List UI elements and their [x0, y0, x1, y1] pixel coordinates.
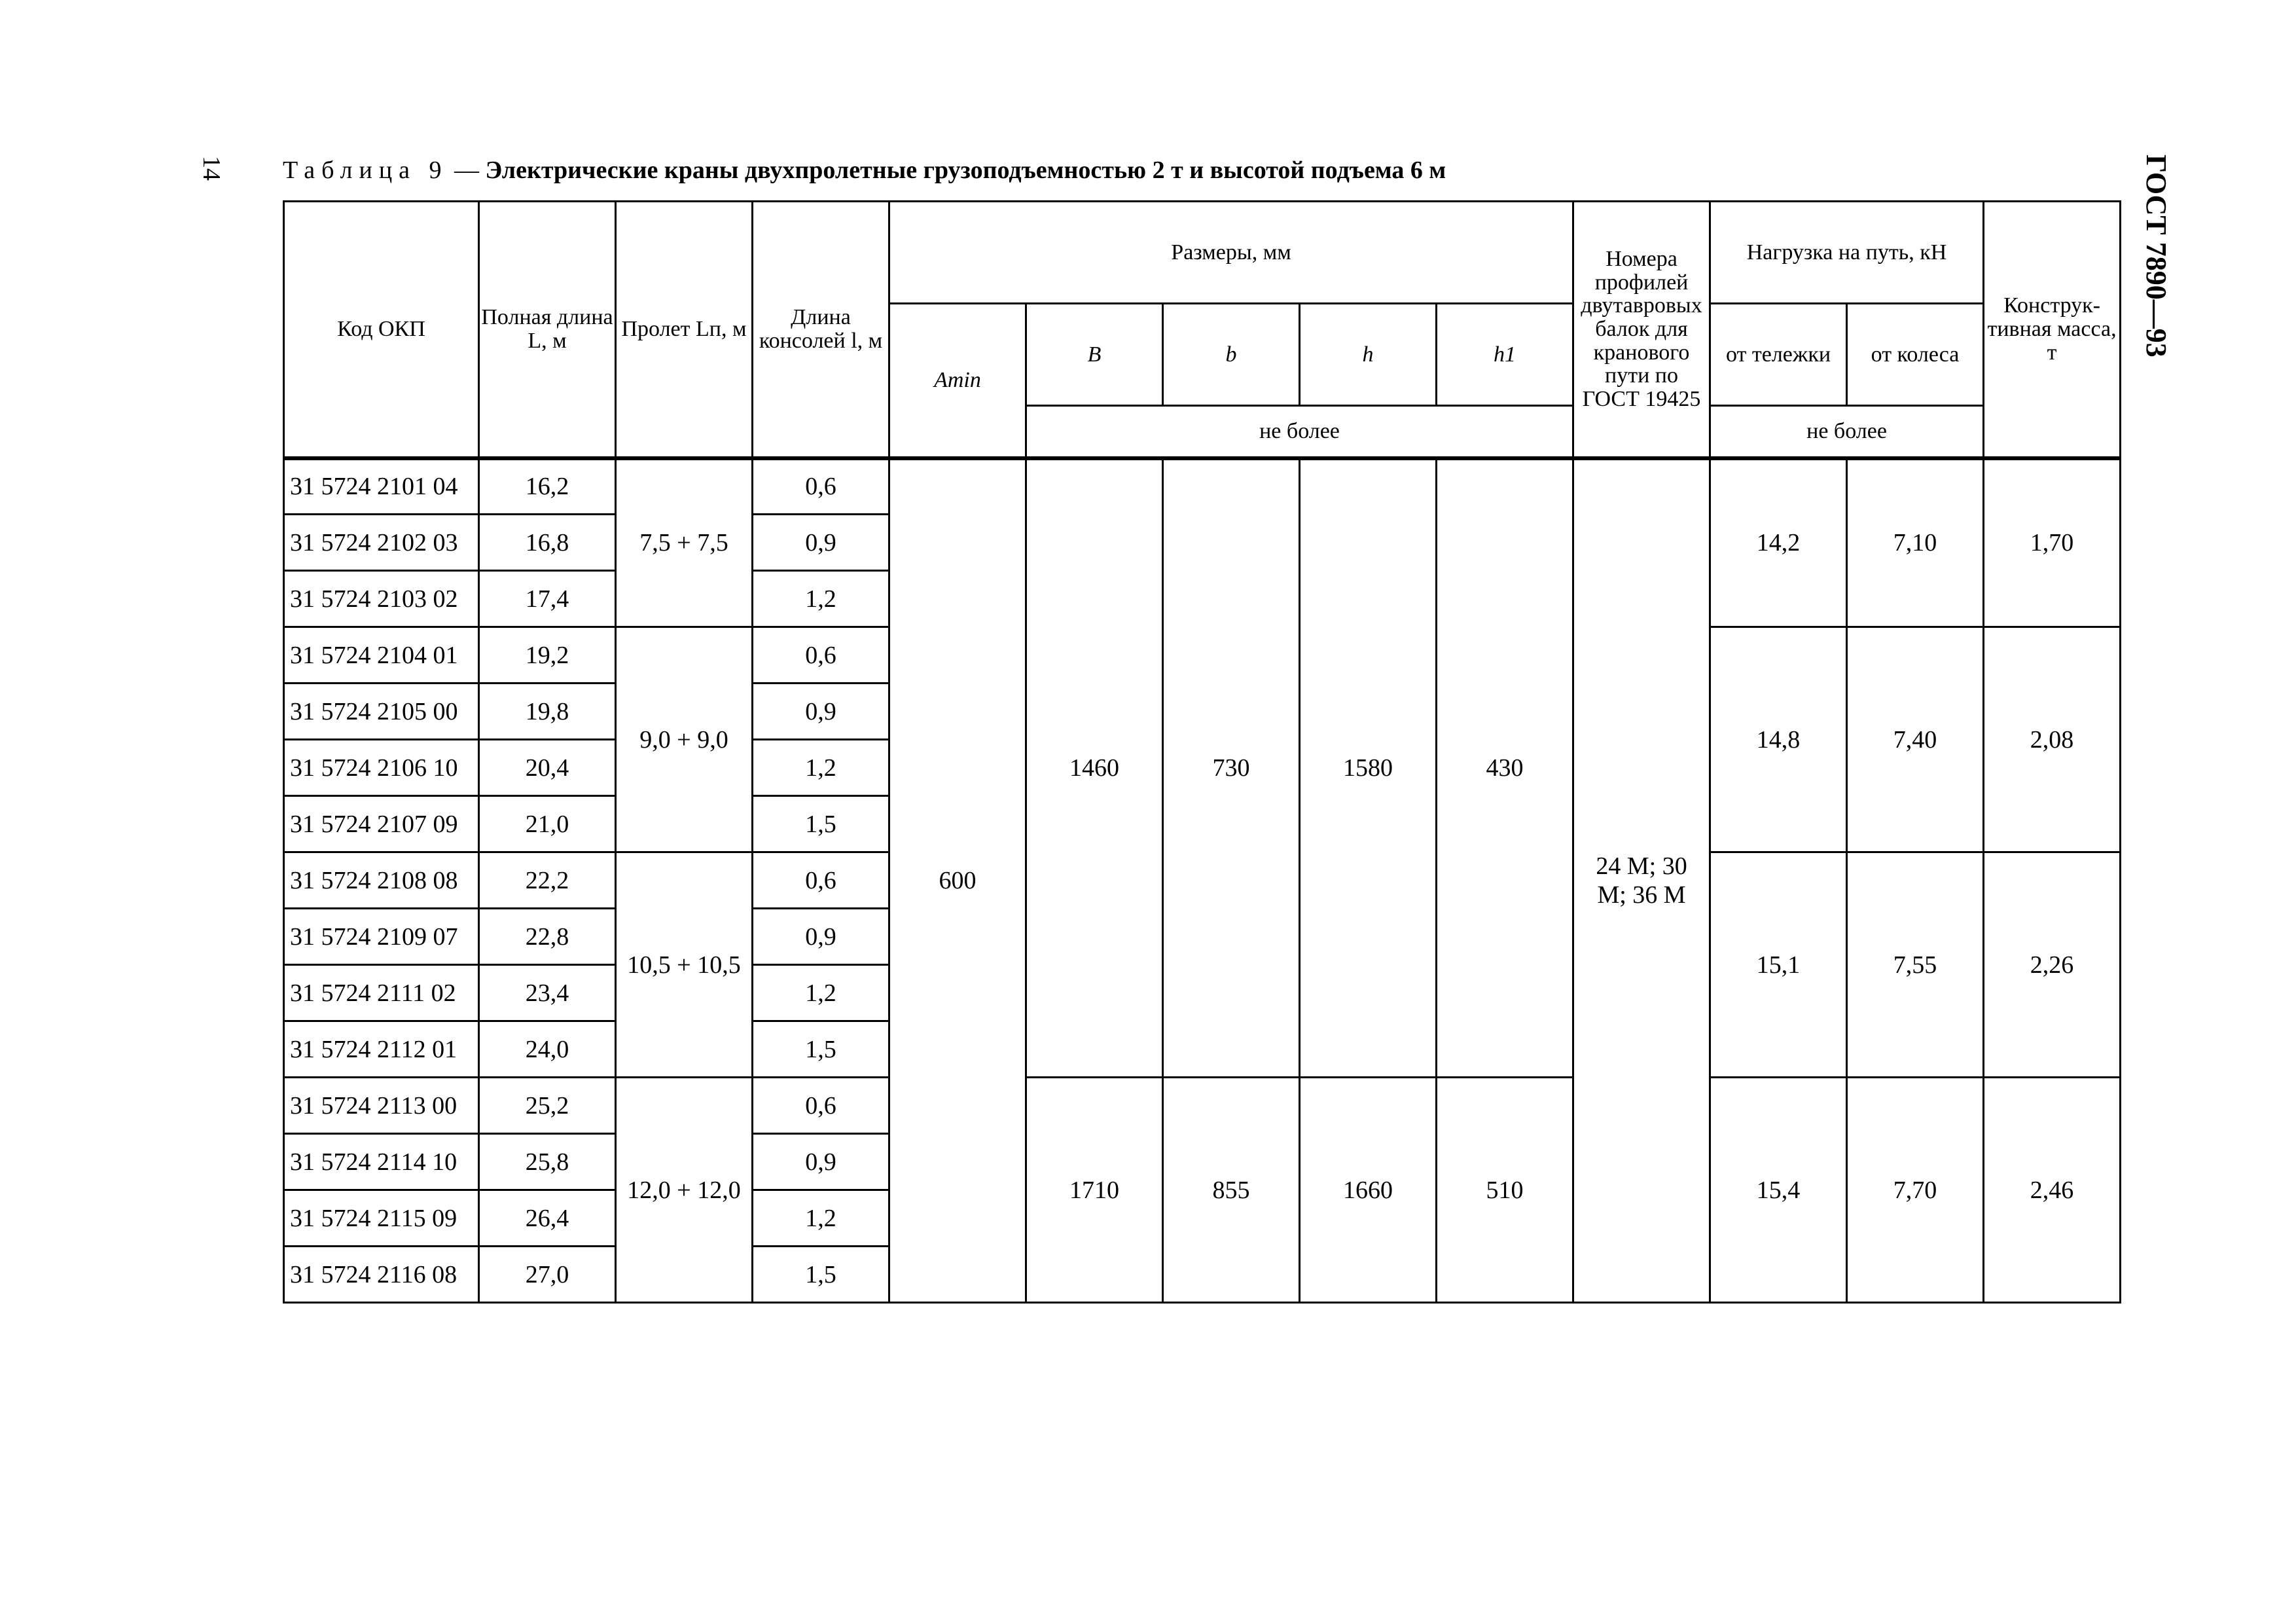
cell-code: 31 5724 2107 09 — [284, 796, 479, 852]
cell-b: 855 — [1163, 1078, 1300, 1303]
cell-length: 25,2 — [479, 1078, 616, 1134]
table-row — [284, 458, 2121, 515]
cell-length: 19,2 — [479, 627, 616, 684]
cell-cantilever: 0,9 — [753, 515, 889, 571]
cell-a-min: 600 — [889, 458, 1026, 1303]
cell-length: 26,4 — [479, 1190, 616, 1247]
cell-code: 31 5724 2111 02 — [284, 965, 479, 1021]
cell-length: 22,2 — [479, 852, 616, 909]
cell-cantilever: 0,9 — [753, 909, 889, 965]
table-caption — [283, 156, 1446, 185]
cell-code: 31 5724 2115 09 — [284, 1190, 479, 1247]
cell-cantilever: 1,5 — [753, 1247, 889, 1303]
cell-h: 1660 — [1300, 1078, 1437, 1303]
cell-mass: 2,26 — [1984, 852, 2121, 1078]
cell-span: 12,0 + 12,0 — [616, 1078, 753, 1303]
cell-code: 31 5724 2112 01 — [284, 1021, 479, 1078]
header-h1: h1 — [1437, 304, 1573, 406]
cell-cantilever: 1,2 — [753, 571, 889, 627]
cell-h: 1580 — [1300, 458, 1437, 1078]
header-cantilever: Длина консолей l, м — [753, 202, 889, 458]
running-header: ГОСТ 7890—93 — [2140, 155, 2172, 357]
cell-B: 1710 — [1026, 1078, 1163, 1303]
cell-cantilever: 0,6 — [753, 627, 889, 684]
cell-cantilever: 0,9 — [753, 1134, 889, 1190]
cell-code: 31 5724 2102 03 — [284, 515, 479, 571]
header-dimensions: Размеры, мм — [889, 202, 1573, 304]
cell-length: 21,0 — [479, 796, 616, 852]
cell-code: 31 5724 2105 00 — [284, 684, 479, 740]
cell-mass: 2,46 — [1984, 1078, 2121, 1303]
cell-code: 31 5724 2113 00 — [284, 1078, 479, 1134]
data-table — [283, 200, 2121, 1304]
cell-code: 31 5724 2103 02 — [284, 571, 479, 627]
cell-load-trolley: 14,8 — [1710, 627, 1847, 852]
cell-cantilever: 1,5 — [753, 796, 889, 852]
header-h: h — [1300, 304, 1437, 406]
cell-span: 10,5 + 10,5 — [616, 852, 753, 1078]
cell-cantilever: 1,5 — [753, 1021, 889, 1078]
cell-code: 31 5724 2108 08 — [284, 852, 479, 909]
cell-h1: 430 — [1437, 458, 1573, 1078]
table-row — [284, 1078, 2121, 1134]
header-B: B — [1026, 304, 1163, 406]
cell-length: 24,0 — [479, 1021, 616, 1078]
cell-code: 31 5724 2109 07 — [284, 909, 479, 965]
table-title: Электрические краны двухпролетные грузоподъемностью 2 т и высотой подъема 6 м — [485, 156, 1446, 184]
cell-load-wheel: 7,40 — [1847, 627, 1984, 852]
cell-cantilever: 0,6 — [753, 852, 889, 909]
header-from-wheel: от колеса — [1847, 304, 1984, 406]
cell-h1: 510 — [1437, 1078, 1573, 1303]
header-not-more-dims: не более — [1026, 406, 1573, 458]
cell-cantilever: 1,2 — [753, 740, 889, 796]
cell-load-wheel: 7,55 — [1847, 852, 1984, 1078]
cell-code: 31 5724 2101 04 — [284, 458, 479, 515]
header-full-length: Полная длина L, м — [479, 202, 616, 458]
page-number: 14 — [198, 156, 225, 181]
cell-load-trolley: 15,4 — [1710, 1078, 1847, 1303]
cell-cantilever: 0,9 — [753, 684, 889, 740]
caption-dash: — — [454, 156, 480, 184]
cell-length: 22,8 — [479, 909, 616, 965]
cell-b: 730 — [1163, 458, 1300, 1078]
cell-mass: 2,08 — [1984, 627, 2121, 852]
cell-code: 31 5724 2114 10 — [284, 1134, 479, 1190]
cell-cantilever: 0,6 — [753, 1078, 889, 1134]
cell-B: 1460 — [1026, 458, 1163, 1078]
header-from-trolley: от тележки — [1710, 304, 1847, 406]
cell-code: 31 5724 2104 01 — [284, 627, 479, 684]
header-mass: Конструк-тивная масса, т — [1984, 202, 2121, 458]
header-profile-numbers: Номера профилей двутавровых балок для кранового пути по ГОСТ 19425 — [1573, 202, 1710, 458]
cell-code: 31 5724 2116 08 — [284, 1247, 479, 1303]
cell-length: 20,4 — [479, 740, 616, 796]
cell-load-trolley: 15,1 — [1710, 852, 1847, 1078]
table-label: Таблица 9 — [283, 156, 448, 184]
header-code: Код ОКП — [284, 202, 479, 458]
cell-span: 7,5 + 7,5 — [616, 458, 753, 627]
cell-length: 23,4 — [479, 965, 616, 1021]
cell-cantilever: 0,6 — [753, 458, 889, 515]
cell-mass: 1,70 — [1984, 458, 2121, 627]
cell-length: 16,8 — [479, 515, 616, 571]
header-not-more-load: не более — [1710, 406, 1984, 458]
cell-cantilever: 1,2 — [753, 1190, 889, 1247]
header-span: Пролет Lп, м — [616, 202, 753, 458]
cell-span: 9,0 + 9,0 — [616, 627, 753, 852]
cell-load-wheel: 7,10 — [1847, 458, 1984, 627]
cell-cantilever: 1,2 — [753, 965, 889, 1021]
cell-length: 16,2 — [479, 458, 616, 515]
cell-code: 31 5724 2106 10 — [284, 740, 479, 796]
cell-profiles: 24 М; 30 М; 36 М — [1573, 458, 1710, 1303]
cell-length: 17,4 — [479, 571, 616, 627]
cell-length: 19,8 — [479, 684, 616, 740]
header-load: Нагрузка на путь, кН — [1710, 202, 1984, 304]
header-b: b — [1163, 304, 1300, 406]
header-a-min: Amin — [889, 304, 1026, 458]
cell-length: 27,0 — [479, 1247, 616, 1303]
cell-load-wheel: 7,70 — [1847, 1078, 1984, 1303]
cell-length: 25,8 — [479, 1134, 616, 1190]
cell-load-trolley: 14,2 — [1710, 458, 1847, 627]
